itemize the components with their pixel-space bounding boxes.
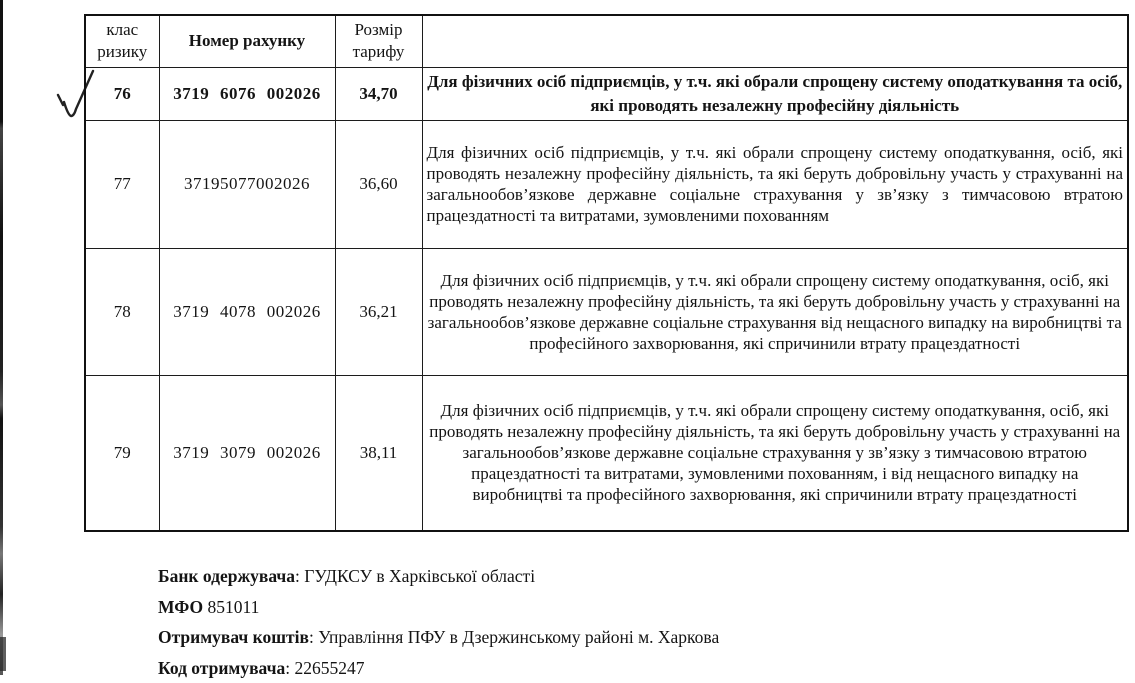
account-cell: 3719 4078 002026 — [159, 248, 335, 375]
bank-value: ГУДКСУ в Харківської області — [304, 566, 535, 586]
footer-line-bank — [158, 561, 1008, 592]
separator: : — [295, 566, 304, 586]
scan-smudge-artifact — [0, 637, 6, 671]
account-cell: 3719 6076 002026 — [159, 67, 335, 120]
separator: : — [285, 658, 294, 678]
footer-line-mfo — [158, 592, 1008, 623]
recipient-label: Отримувач коштів — [158, 627, 309, 647]
risk-class-cell: 77 — [85, 120, 159, 248]
mfo-label: МФО — [158, 597, 203, 617]
separator: : — [309, 627, 318, 647]
table-row — [85, 120, 1128, 248]
risk-class-header: клас ризику — [85, 15, 159, 67]
account-cell: 37195077002026 — [159, 120, 335, 248]
tariff-size-header: Розмір тарифу — [335, 15, 422, 67]
account-number-header: Номер рахунку — [159, 15, 335, 67]
footer-line-recipient — [158, 622, 1008, 653]
footer-line-recipient-code — [158, 653, 1008, 683]
risk-class-cell: 79 — [85, 375, 159, 531]
description-cell: Для фізичних осіб підприємців, у т.ч. які обрали спрощену систему оподаткування та осіб, які проводять незалежну професійну діяльність — [422, 67, 1128, 120]
description-header — [422, 15, 1128, 67]
payment-requisites — [158, 561, 1008, 683]
bank-label: Банк одержувача — [158, 566, 295, 586]
recipient-code-value: 22655247 — [294, 658, 364, 678]
tariff-table — [84, 14, 1129, 532]
account-cell: 3719 3079 002026 — [159, 375, 335, 531]
risk-class-cell: 78 — [85, 248, 159, 375]
tariff-cell: 36,60 — [335, 120, 422, 248]
description-cell: Для фізичних осіб підприємців, у т.ч. які обрали спрощену систему оподаткування, осіб, які проводять незалежну професійну діяльність, та які беруть добровільну участь у страхуванні на загальнообов’язкове державне соціальне страхування у зв’язку з тимчасовою втратою працездатності та витратами, зумовленими похованням, і від нещасного випадку на виробництві та професійного захворювання, які спричинили втрату працездатності — [422, 375, 1128, 531]
table-row — [85, 375, 1128, 531]
tariff-cell: 34,70 — [335, 67, 422, 120]
description-cell: Для фізичних осіб підприємців, у т.ч. які обрали спрощену систему оподаткування, осіб, які проводять незалежну професійну діяльність, та які беруть добровільну участь у страхуванні на загальнообов’язкове державне соціальне страхування у зв’язку з тимчасовою втратою працездатності та витратами, зумовленими похованням — [422, 120, 1128, 248]
tariff-cell: 38,11 — [335, 375, 422, 531]
recipient-value: Управління ПФУ в Дзержинському районі м. Харкова — [318, 627, 719, 647]
description-cell: Для фізичних осіб підприємців, у т.ч. які обрали спрощену систему оподаткування, осіб, які проводять незалежну професійну діяльність, та які беруть добровільну участь у страхуванні на загальнообов’язкове державне соціальне страхування від нещасного випадку на виробництві та професійного захворювання, які спричинили втрату працездатності — [422, 248, 1128, 375]
table-row — [85, 248, 1128, 375]
recipient-code-label: Код отримувача — [158, 658, 285, 678]
tariff-cell: 36,21 — [335, 248, 422, 375]
mfo-value: 851011 — [208, 597, 260, 617]
table-header-row — [85, 15, 1128, 67]
scan-edge-artifact — [0, 0, 3, 675]
risk-class-cell: 76 — [85, 67, 159, 120]
table-row — [85, 67, 1128, 120]
